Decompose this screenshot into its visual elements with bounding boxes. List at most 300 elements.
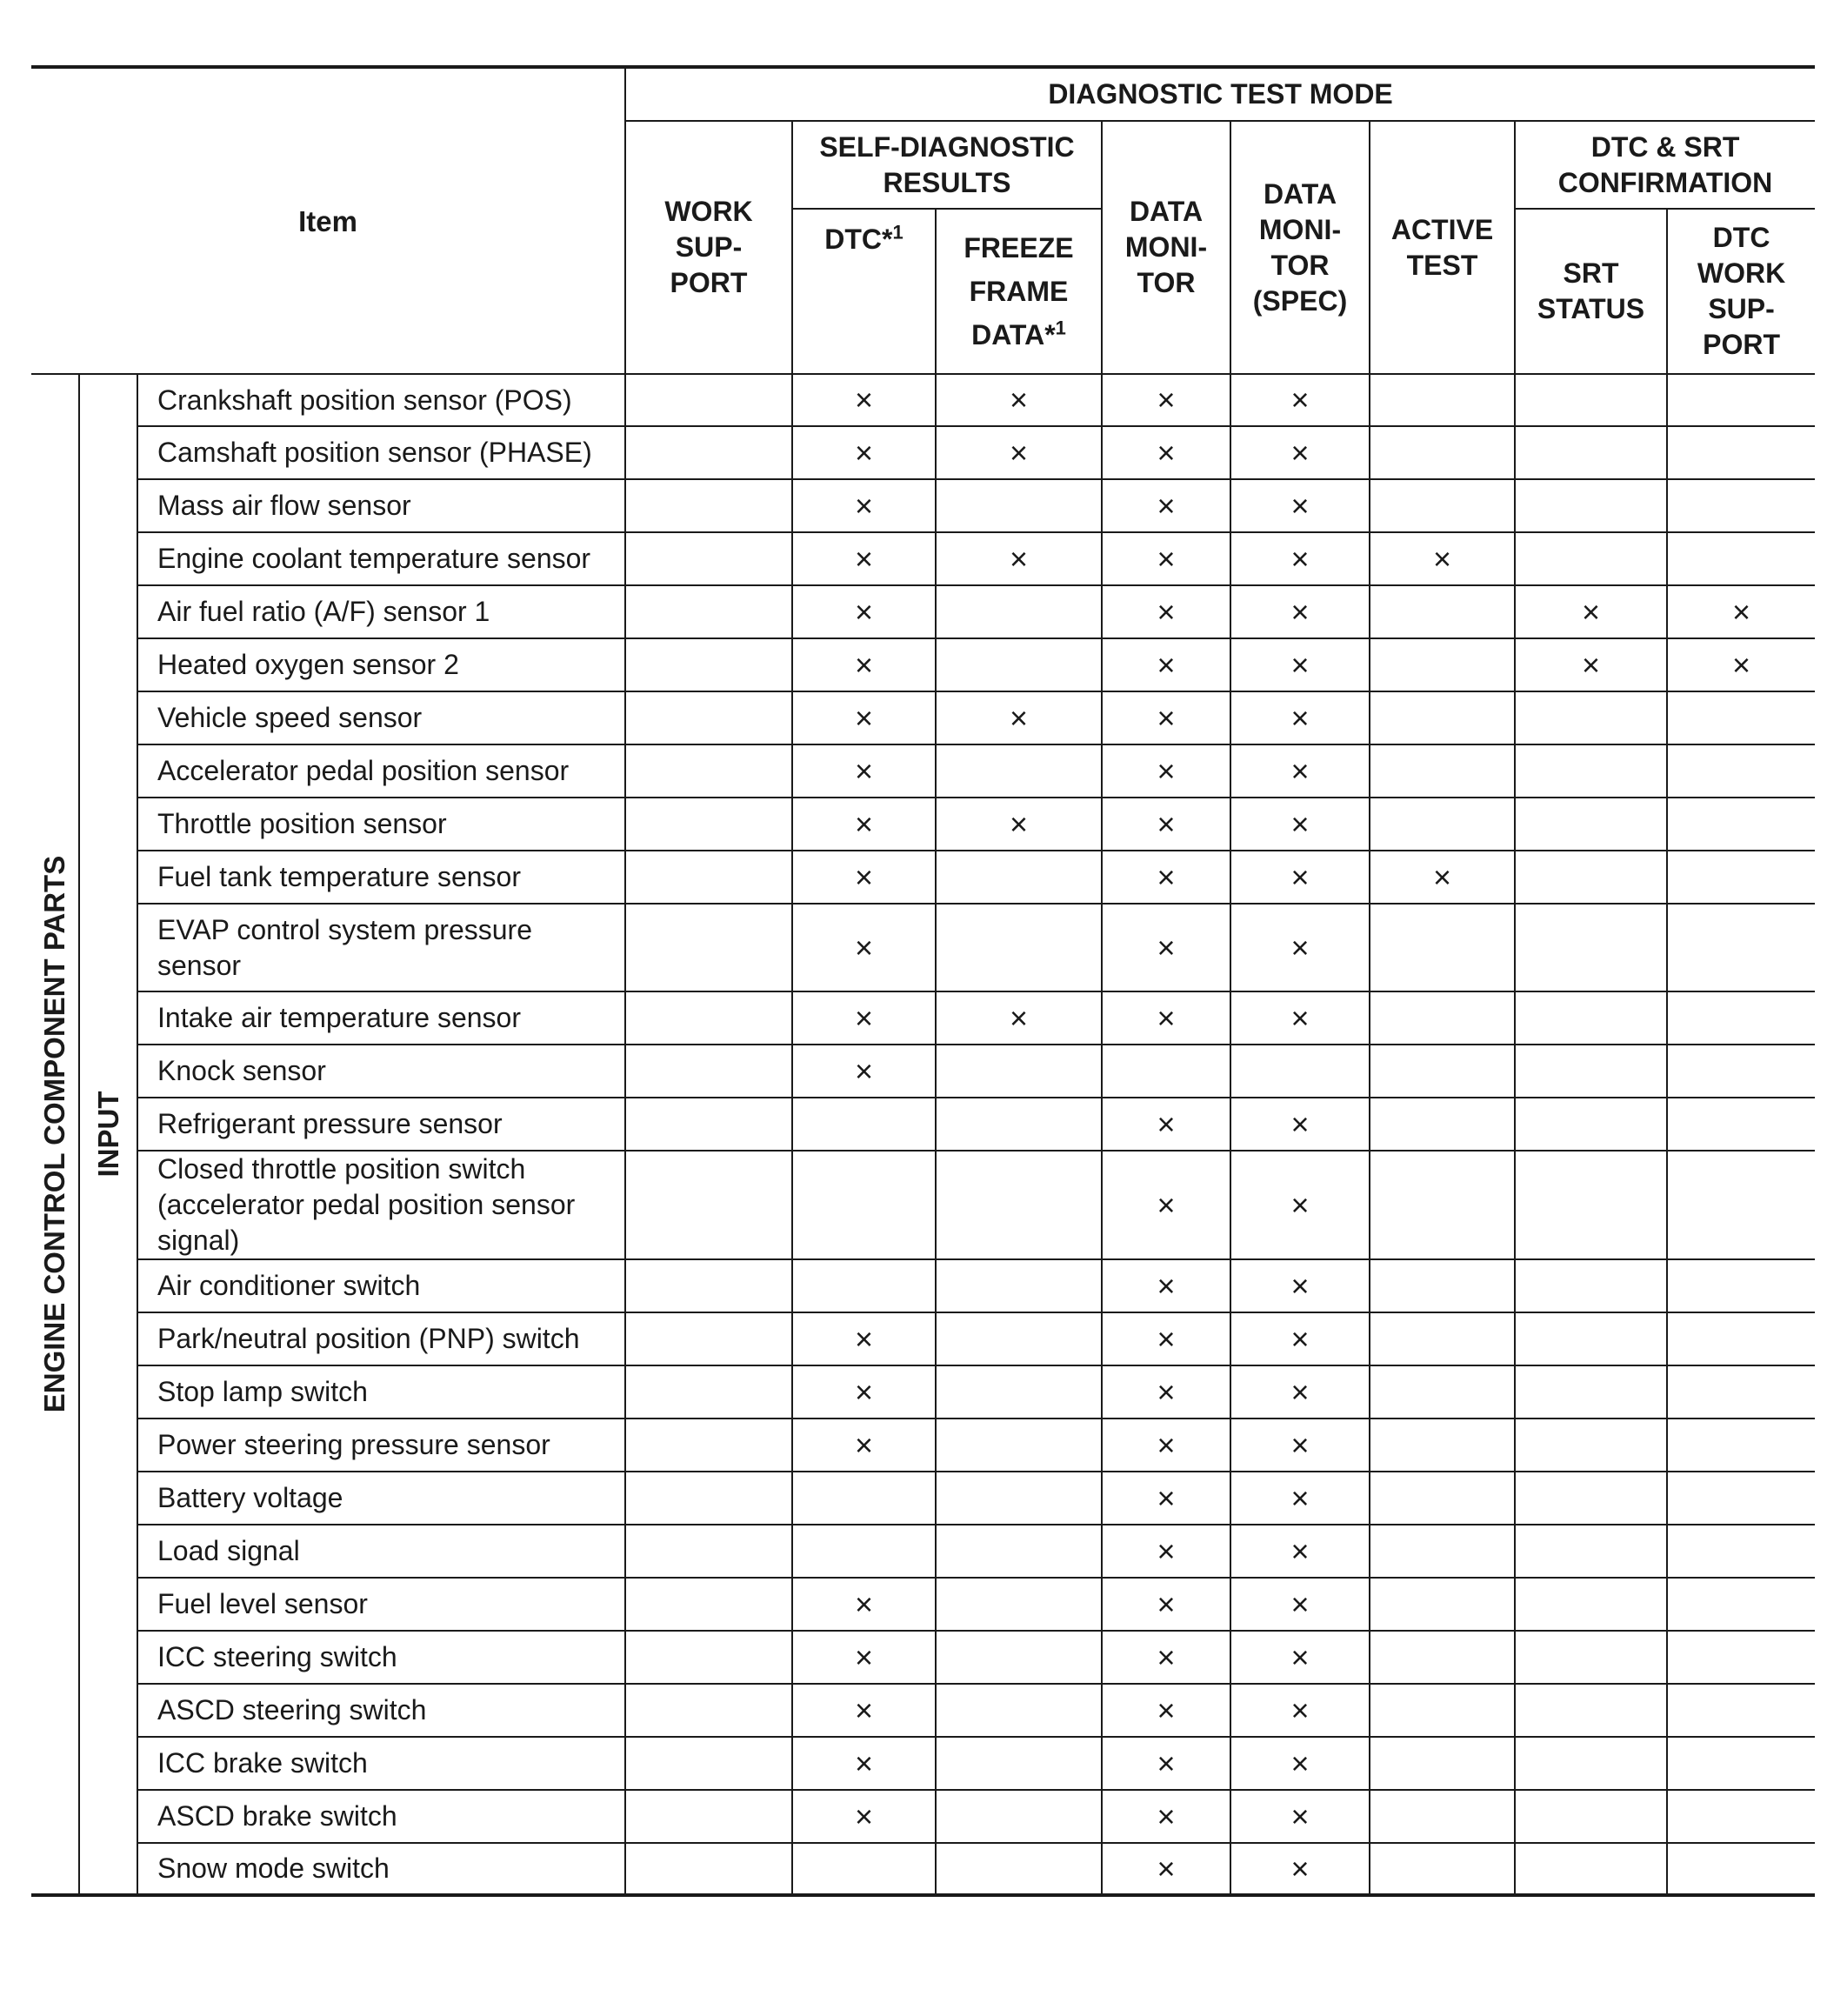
check-mark: ×	[854, 858, 874, 895]
cell-dtc-work-support	[1667, 1365, 1815, 1419]
item-name-cell: Fuel level sensor	[137, 1578, 625, 1631]
table-body	[31, 374, 1815, 1895]
cell-dtc	[792, 744, 936, 798]
check-mark: ×	[1290, 487, 1310, 524]
cell-freeze-frame-data	[936, 744, 1102, 798]
check-mark: ×	[1290, 1850, 1310, 1886]
table-row	[31, 744, 1815, 798]
cell-dtc-work-support	[1667, 904, 1815, 991]
cell-dtc-work-support	[1667, 1098, 1815, 1151]
item-name-cell: ICC steering switch	[137, 1631, 625, 1684]
cell-data-monitor	[1102, 1737, 1230, 1790]
cell-data-monitor-spec	[1230, 426, 1370, 479]
cell-freeze-frame-data	[936, 1472, 1102, 1525]
cell-dtc-work-support	[1667, 1472, 1815, 1525]
cell-dtc-work-support	[1667, 1045, 1815, 1098]
table-row	[31, 1472, 1815, 1525]
check-mark: ×	[1732, 593, 1751, 630]
item-name-cell: Closed throttle position switch (accelerator pedal position sensor signal)	[137, 1151, 625, 1259]
cell-data-monitor	[1102, 532, 1230, 585]
diagnostic-table-container	[31, 65, 1815, 1897]
item-name-cell: Accelerator pedal position sensor	[137, 744, 625, 798]
data-monitor-header: DATA MONI- TOR	[1102, 121, 1230, 374]
check-mark: ×	[1290, 1798, 1310, 1834]
cell-work-support	[625, 1631, 792, 1684]
cell-work-support	[625, 1578, 792, 1631]
diagnostic-test-mode-table	[31, 65, 1815, 1897]
cell-srt-status	[1515, 1045, 1667, 1098]
cell-data-monitor	[1102, 1578, 1230, 1631]
cell-dtc-work-support	[1667, 374, 1815, 426]
check-mark: ×	[1290, 1105, 1310, 1142]
check-mark: ×	[1290, 752, 1310, 789]
cell-data-monitor	[1102, 1098, 1230, 1151]
cell-active-test	[1370, 1098, 1515, 1151]
check-mark: ×	[1290, 1267, 1310, 1304]
cell-active-test	[1370, 1737, 1515, 1790]
cell-work-support	[625, 904, 792, 991]
cell-srt-status	[1515, 426, 1667, 479]
cell-srt-status	[1515, 1737, 1667, 1790]
cell-work-support	[625, 585, 792, 638]
cell-freeze-frame-data	[936, 479, 1102, 532]
cell-data-monitor	[1102, 904, 1230, 991]
check-mark: ×	[854, 699, 874, 736]
table-row	[31, 1684, 1815, 1737]
table-row	[31, 798, 1815, 851]
cell-freeze-frame-data	[936, 991, 1102, 1045]
cell-freeze-frame-data	[936, 1312, 1102, 1365]
check-mark: ×	[1157, 1320, 1176, 1357]
cell-work-support	[625, 991, 792, 1045]
cell-work-support	[625, 374, 792, 426]
cell-data-monitor-spec	[1230, 1525, 1370, 1578]
check-mark: ×	[854, 540, 874, 577]
cell-dtc	[792, 1472, 936, 1525]
cell-srt-status	[1515, 1472, 1667, 1525]
cell-work-support	[625, 1790, 792, 1843]
cell-active-test	[1370, 1472, 1515, 1525]
cell-freeze-frame-data	[936, 1098, 1102, 1151]
check-mark: ×	[1157, 1426, 1176, 1463]
cell-data-monitor-spec	[1230, 991, 1370, 1045]
check-mark: ×	[1157, 540, 1176, 577]
cell-dtc-work-support	[1667, 1790, 1815, 1843]
freeze-frame-data-header: FREEZE FRAME DATA*$^1$	[936, 209, 1102, 374]
cell-data-monitor	[1102, 1472, 1230, 1525]
cell-active-test	[1370, 1259, 1515, 1312]
cell-data-monitor	[1102, 1151, 1230, 1259]
cell-active-test	[1370, 1419, 1515, 1472]
cell-data-monitor	[1102, 851, 1230, 904]
cell-srt-status	[1515, 532, 1667, 585]
table-row	[31, 1098, 1815, 1151]
item-name-cell: Stop lamp switch	[137, 1365, 625, 1419]
item-name-cell: Air fuel ratio (A/F) sensor 1	[137, 585, 625, 638]
item-name-cell: Crankshaft position sensor (POS)	[137, 374, 625, 426]
check-mark: ×	[1290, 858, 1310, 895]
cell-active-test	[1370, 904, 1515, 991]
cell-dtc	[792, 1737, 936, 1790]
check-mark: ×	[854, 434, 874, 471]
cell-work-support	[625, 638, 792, 691]
cell-work-support	[625, 1525, 792, 1578]
check-mark: ×	[1009, 382, 1029, 417]
cell-data-monitor-spec	[1230, 1259, 1370, 1312]
cell-work-support	[625, 426, 792, 479]
cell-dtc	[792, 1843, 936, 1895]
cell-work-support	[625, 1098, 792, 1151]
cell-active-test	[1370, 1578, 1515, 1631]
check-mark: ×	[854, 805, 874, 842]
active-test-header: ACTIVE TEST	[1370, 121, 1515, 374]
cell-work-support	[625, 1365, 792, 1419]
cell-dtc	[792, 585, 936, 638]
table-row	[31, 1843, 1815, 1895]
item-column-header: Item	[31, 67, 625, 374]
check-mark: ×	[854, 382, 874, 417]
srt-status-header: SRT STATUS	[1515, 209, 1667, 374]
cell-data-monitor	[1102, 1312, 1230, 1365]
item-name-cell: ASCD brake switch	[137, 1790, 625, 1843]
cell-data-monitor	[1102, 638, 1230, 691]
check-mark: ×	[1290, 1692, 1310, 1728]
cell-active-test	[1370, 798, 1515, 851]
check-mark: ×	[1157, 1692, 1176, 1728]
table-row	[31, 851, 1815, 904]
cell-data-monitor-spec	[1230, 1312, 1370, 1365]
check-mark: ×	[1290, 434, 1310, 471]
cell-dtc	[792, 1631, 936, 1684]
cell-active-test	[1370, 1045, 1515, 1098]
table-row	[31, 532, 1815, 585]
cell-freeze-frame-data	[936, 904, 1102, 991]
check-mark: ×	[1157, 858, 1176, 895]
diagnostic-test-mode-header: DIAGNOSTIC TEST MODE	[625, 67, 1815, 121]
table-row	[31, 585, 1815, 638]
cell-srt-status	[1515, 744, 1667, 798]
check-mark: ×	[1290, 382, 1310, 417]
cell-data-monitor	[1102, 479, 1230, 532]
check-mark: ×	[1732, 646, 1751, 683]
item-name-cell: Mass air flow sensor	[137, 479, 625, 532]
check-mark: ×	[854, 929, 874, 965]
cell-dtc	[792, 1790, 936, 1843]
cell-work-support	[625, 1843, 792, 1895]
item-name-cell: ASCD steering switch	[137, 1684, 625, 1737]
cell-srt-status	[1515, 1259, 1667, 1312]
check-mark: ×	[1290, 1585, 1310, 1622]
cell-active-test	[1370, 1790, 1515, 1843]
cell-active-test	[1370, 426, 1515, 479]
item-name-cell: Power steering pressure sensor	[137, 1419, 625, 1472]
check-mark: ×	[854, 1373, 874, 1410]
item-name-cell: EVAP control system pressure sensor	[137, 904, 625, 991]
item-name-cell: Load signal	[137, 1525, 625, 1578]
check-mark: ×	[1157, 646, 1176, 683]
check-mark: ×	[1009, 540, 1029, 577]
table-row	[31, 374, 1815, 426]
dtc-work-support-header: DTC WORK SUP- PORT	[1667, 209, 1815, 374]
dtc-header: DTC*$^1$	[792, 209, 936, 374]
cell-srt-status	[1515, 691, 1667, 744]
cell-data-monitor-spec	[1230, 1151, 1370, 1259]
cell-dtc	[792, 374, 936, 426]
check-mark: ×	[1009, 699, 1029, 736]
cell-srt-status	[1515, 1365, 1667, 1419]
cell-freeze-frame-data	[936, 1684, 1102, 1737]
cell-dtc-work-support	[1667, 1737, 1815, 1790]
check-mark: ×	[1432, 858, 1452, 895]
cell-srt-status	[1515, 991, 1667, 1045]
cell-data-monitor	[1102, 1365, 1230, 1419]
cell-data-monitor-spec	[1230, 1419, 1370, 1472]
item-name-cell: Park/neutral position (PNP) switch	[137, 1312, 625, 1365]
cell-work-support	[625, 1151, 792, 1259]
cell-srt-status	[1515, 585, 1667, 638]
cell-active-test	[1370, 479, 1515, 532]
cell-srt-status	[1515, 1419, 1667, 1472]
item-name-cell: Heated oxygen sensor 2	[137, 638, 625, 691]
cell-dtc	[792, 1151, 936, 1259]
table-row	[31, 1578, 1815, 1631]
check-mark: ×	[854, 593, 874, 630]
self-diagnostic-results-header: SELF-DIAGNOSTIC RESULTS	[792, 121, 1102, 209]
check-mark: ×	[1432, 540, 1452, 577]
table-row	[31, 991, 1815, 1045]
cell-dtc-work-support	[1667, 426, 1815, 479]
item-name-cell: Snow mode switch	[137, 1843, 625, 1895]
cell-srt-status	[1515, 851, 1667, 904]
cell-active-test	[1370, 1312, 1515, 1365]
table-row	[31, 691, 1815, 744]
check-mark: ×	[854, 999, 874, 1036]
item-name-cell: ICC brake switch	[137, 1737, 625, 1790]
cell-srt-status	[1515, 1151, 1667, 1259]
cell-freeze-frame-data	[936, 638, 1102, 691]
cell-active-test	[1370, 585, 1515, 638]
work-support-header: WORK SUP- PORT	[625, 121, 792, 374]
cell-data-monitor-spec	[1230, 374, 1370, 426]
check-mark: ×	[854, 646, 874, 683]
cell-freeze-frame-data	[936, 1578, 1102, 1631]
table-row	[31, 479, 1815, 532]
cell-active-test	[1370, 1525, 1515, 1578]
check-mark: ×	[1157, 1105, 1176, 1142]
cell-data-monitor	[1102, 991, 1230, 1045]
cell-srt-status	[1515, 479, 1667, 532]
cell-data-monitor	[1102, 691, 1230, 744]
check-mark: ×	[854, 1639, 874, 1675]
check-mark: ×	[1290, 1320, 1310, 1357]
cell-srt-status	[1515, 374, 1667, 426]
cell-active-test	[1370, 1631, 1515, 1684]
table-row	[31, 1419, 1815, 1472]
check-mark: ×	[854, 1052, 874, 1089]
cell-freeze-frame-data	[936, 1525, 1102, 1578]
cell-freeze-frame-data	[936, 691, 1102, 744]
cell-freeze-frame-data	[936, 374, 1102, 426]
check-mark: ×	[1157, 1798, 1176, 1834]
check-mark: ×	[1157, 752, 1176, 789]
cell-srt-status	[1515, 1790, 1667, 1843]
item-name-cell: Engine coolant temperature sensor	[137, 532, 625, 585]
cell-srt-status	[1515, 1843, 1667, 1895]
cell-data-monitor-spec	[1230, 585, 1370, 638]
cell-active-test	[1370, 1684, 1515, 1737]
cell-data-monitor	[1102, 1631, 1230, 1684]
cell-dtc-work-support	[1667, 691, 1815, 744]
cell-work-support	[625, 744, 792, 798]
cell-data-monitor-spec	[1230, 638, 1370, 691]
item-name-cell: Vehicle speed sensor	[137, 691, 625, 744]
cell-freeze-frame-data	[936, 585, 1102, 638]
cell-dtc	[792, 1045, 936, 1098]
check-mark: ×	[1157, 699, 1176, 736]
cell-dtc-work-support	[1667, 1578, 1815, 1631]
cell-active-test	[1370, 532, 1515, 585]
cell-dtc	[792, 1098, 936, 1151]
check-mark: ×	[854, 752, 874, 789]
cell-active-test	[1370, 1151, 1515, 1259]
check-mark: ×	[1157, 805, 1176, 842]
check-mark: ×	[1157, 382, 1176, 417]
cell-data-monitor-spec	[1230, 479, 1370, 532]
cell-dtc-work-support	[1667, 1151, 1815, 1259]
cell-dtc	[792, 991, 936, 1045]
cell-work-support	[625, 1312, 792, 1365]
cell-freeze-frame-data	[936, 1365, 1102, 1419]
cell-dtc-work-support	[1667, 1684, 1815, 1737]
cell-dtc-work-support	[1667, 1843, 1815, 1895]
cell-active-test	[1370, 374, 1515, 426]
item-name-cell: Throttle position sensor	[137, 798, 625, 851]
cell-freeze-frame-data	[936, 1045, 1102, 1098]
cell-data-monitor-spec	[1230, 1578, 1370, 1631]
cell-data-monitor	[1102, 374, 1230, 426]
cell-data-monitor-spec	[1230, 1631, 1370, 1684]
cell-dtc-work-support	[1667, 585, 1815, 638]
cell-data-monitor	[1102, 1525, 1230, 1578]
cell-data-monitor-spec	[1230, 1098, 1370, 1151]
group-label-engine-control-component-parts: ENGINE CONTROL COMPONENT PARTS	[31, 374, 79, 1895]
check-mark: ×	[1290, 1745, 1310, 1781]
check-mark: ×	[1290, 1639, 1310, 1675]
table-row	[31, 1365, 1815, 1419]
cell-dtc-work-support	[1667, 991, 1815, 1045]
cell-dtc	[792, 479, 936, 532]
check-mark: ×	[1290, 1479, 1310, 1516]
cell-dtc	[792, 1365, 936, 1419]
check-mark: ×	[1009, 434, 1029, 471]
check-mark: ×	[1290, 646, 1310, 683]
cell-data-monitor-spec	[1230, 1684, 1370, 1737]
cell-srt-status	[1515, 1312, 1667, 1365]
cell-dtc-work-support	[1667, 798, 1815, 851]
cell-freeze-frame-data	[936, 1737, 1102, 1790]
cell-work-support	[625, 1419, 792, 1472]
table-row	[31, 638, 1815, 691]
cell-dtc-work-support	[1667, 532, 1815, 585]
item-name-cell: Knock sensor	[137, 1045, 625, 1098]
check-mark: ×	[1157, 1745, 1176, 1781]
check-mark: ×	[1157, 1639, 1176, 1675]
cell-freeze-frame-data	[936, 851, 1102, 904]
cell-work-support	[625, 1472, 792, 1525]
cell-dtc	[792, 1259, 936, 1312]
cell-work-support	[625, 798, 792, 851]
cell-dtc	[792, 851, 936, 904]
cell-work-support	[625, 1259, 792, 1312]
table-row	[31, 1737, 1815, 1790]
check-mark: ×	[1290, 1186, 1310, 1223]
cell-work-support	[625, 1045, 792, 1098]
cell-dtc	[792, 691, 936, 744]
cell-dtc	[792, 1525, 936, 1578]
cell-freeze-frame-data	[936, 1790, 1102, 1843]
cell-srt-status	[1515, 1525, 1667, 1578]
table-row	[31, 1045, 1815, 1098]
table-row	[31, 1631, 1815, 1684]
cell-work-support	[625, 479, 792, 532]
check-mark: ×	[1157, 999, 1176, 1036]
table-row	[31, 426, 1815, 479]
check-mark: ×	[854, 1320, 874, 1357]
check-mark: ×	[854, 1692, 874, 1728]
table-row	[31, 1151, 1815, 1259]
cell-freeze-frame-data	[936, 1151, 1102, 1259]
cell-work-support	[625, 1684, 792, 1737]
check-mark: ×	[854, 1426, 874, 1463]
table-row	[31, 1259, 1815, 1312]
check-mark: ×	[1009, 999, 1029, 1036]
cell-dtc	[792, 1419, 936, 1472]
check-mark: ×	[1157, 929, 1176, 965]
check-mark: ×	[1157, 487, 1176, 524]
cell-dtc-work-support	[1667, 638, 1815, 691]
cell-data-monitor-spec	[1230, 691, 1370, 744]
check-mark: ×	[1290, 1426, 1310, 1463]
cell-dtc-work-support	[1667, 1631, 1815, 1684]
cell-freeze-frame-data	[936, 1843, 1102, 1895]
table-row	[31, 1525, 1815, 1578]
cell-work-support	[625, 691, 792, 744]
table-row	[31, 1790, 1815, 1843]
cell-dtc-work-support	[1667, 1419, 1815, 1472]
check-mark: ×	[1009, 805, 1029, 842]
check-mark: ×	[854, 1745, 874, 1781]
cell-data-monitor-spec	[1230, 851, 1370, 904]
cell-data-monitor-spec	[1230, 1737, 1370, 1790]
check-mark: ×	[1581, 593, 1601, 630]
check-mark: ×	[1290, 1373, 1310, 1410]
check-mark: ×	[854, 1585, 874, 1622]
cell-active-test	[1370, 1843, 1515, 1895]
cell-dtc	[792, 1312, 936, 1365]
cell-active-test	[1370, 991, 1515, 1045]
cell-data-monitor-spec	[1230, 1790, 1370, 1843]
check-mark: ×	[1290, 999, 1310, 1036]
cell-dtc	[792, 1684, 936, 1737]
cell-dtc	[792, 904, 936, 991]
cell-freeze-frame-data	[936, 1419, 1102, 1472]
check-mark: ×	[1290, 929, 1310, 965]
check-mark: ×	[854, 1798, 874, 1834]
cell-freeze-frame-data	[936, 426, 1102, 479]
cell-dtc	[792, 638, 936, 691]
item-name-cell: Air conditioner switch	[137, 1259, 625, 1312]
cell-data-monitor	[1102, 426, 1230, 479]
